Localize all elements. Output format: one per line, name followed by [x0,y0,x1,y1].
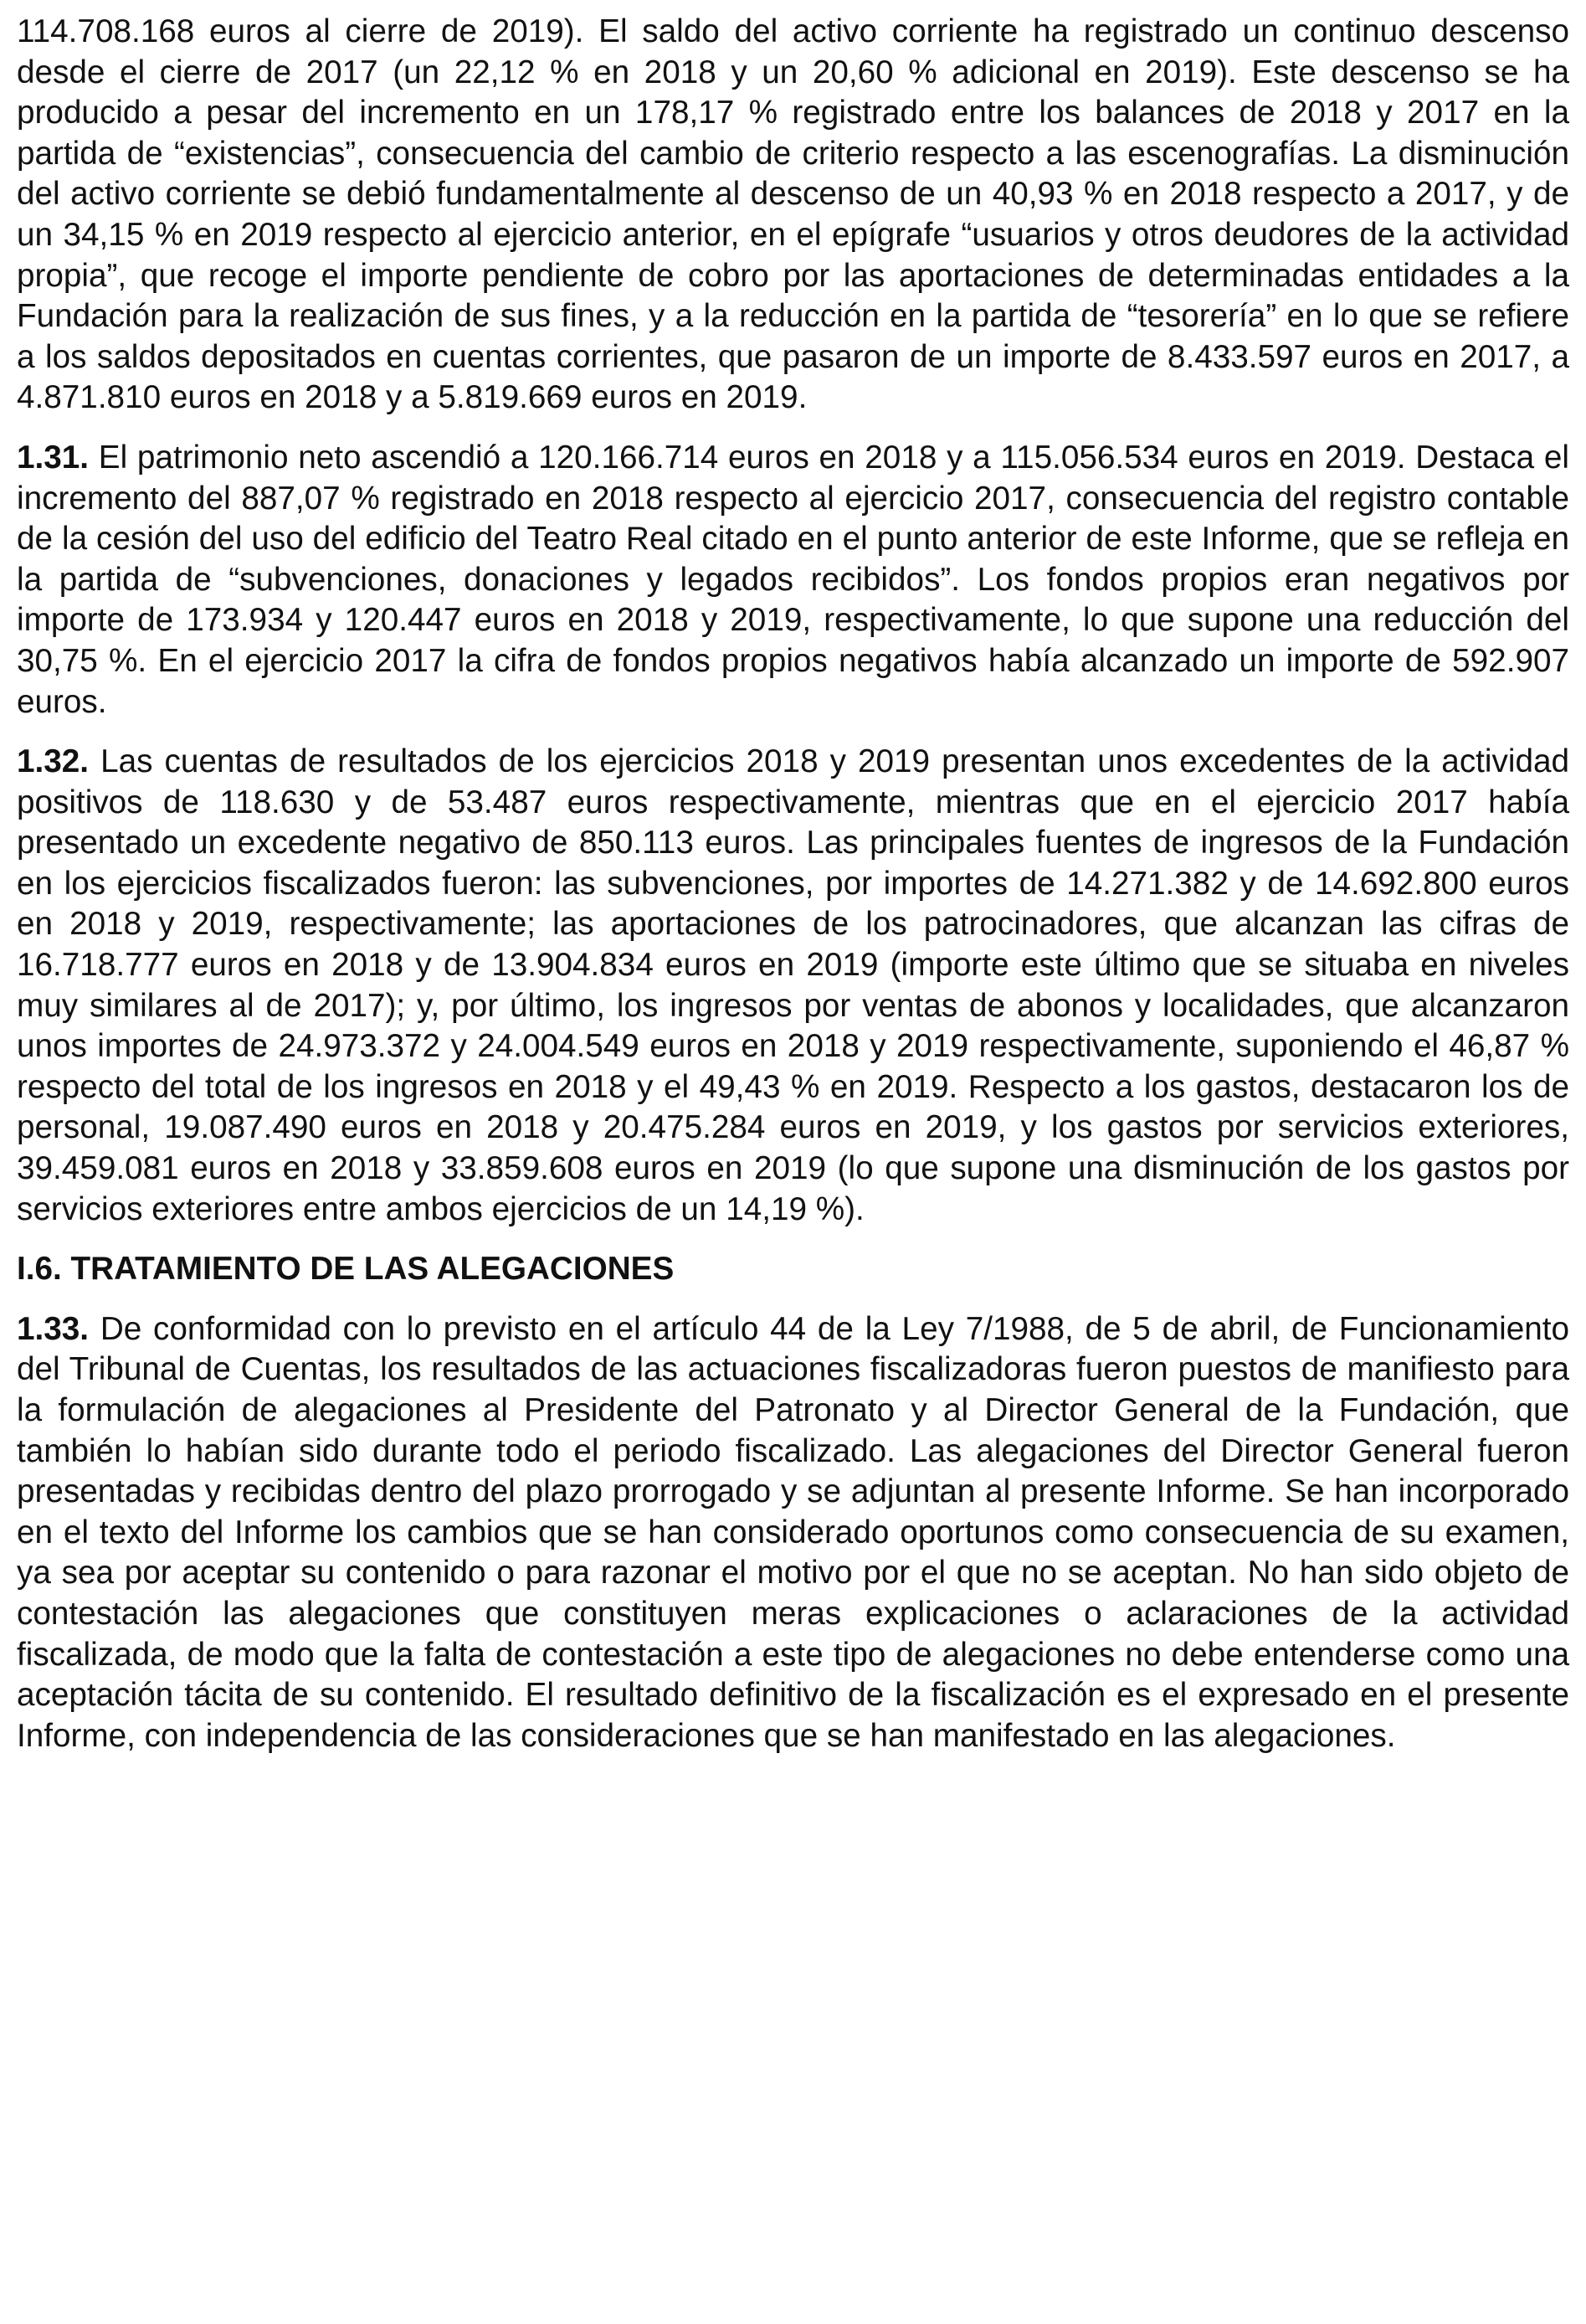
paragraph-1-33 [17,1309,1569,1757]
document-page [17,12,1569,1776]
paragraph-text: De conformidad con lo previsto en el artículo 44 de la Ley 7/1988, de 5 de abril, de Funcionamiento del Tribunal de Cuentas, los resultados de las actuaciones fiscalizadoras fueron puestos de manifiesto para la formulación de alegaciones al Presidente del Patronato y al Director General de la Fundación, que también lo habían sido durante todo el periodo fiscalizado. Las alegaciones del Director General fueron presentadas y recibidas dentro del plazo prorrogado y se adjuntan al presente Informe. Se han incorporado en el texto del Informe los cambios que se han considerado oportunos como consecuencia de su examen, ya sea por aceptar su contenido o para razonar el motivo por el que no se aceptan. No han sido objeto de contestación las alegaciones que constituyen meras explicaciones o aclaraciones de la actividad fiscalizada, de modo que la falta de contestación a este tipo de alegaciones no debe entenderse como una aceptación tácita de su contenido. El resultado definitivo de la fiscalización es el expresado en el presente Informe, con independencia de las consideraciones que se han manifestado en las alegaciones. [17,1310,1570,1754]
paragraph-text: 114.708.168 euros al cierre de 2019). El saldo del activo corriente ha registrado un continuo descenso desde el cierre de 2017 (un 22,12 % en 2018 y un 20,60 % adicional en 2019). Este descenso se ha producido a pesar del incremento en un 178,17 % registrado entre los balances de 2018 y 2017 en la partida de “existencias”, consecuencia del cambio de criterio respecto a las escenografías. La disminución del activo corriente se debió fundamentalmente al descenso de un 40,93 % en 2018 respecto a 2017, y de un 34,15 % en 2019 respecto al ejercicio anterior, en el epígrafe “usuarios y otros deudores de la actividad propia”, que recoge el importe pendiente de cobro por las aportaciones de determinadas entidades a la Fundación para la realización de sus fines, y a la reducción en la partida de “tesorería” en lo que se refiere a los saldos depositados en cuentas corrientes, que pasaron de un importe de 8.433.597 euros en 2017, a 4.871.810 euros en 2018 y a 5.819.669 euros en 2019. [17,13,1569,416]
paragraph-number: 1.33. [17,1310,90,1347]
paragraph-1-31 [17,438,1569,722]
paragraph-text: El patrimonio neto ascendió a 120.166.714 euros en 2018 y a 115.056.534 euros en 2019. Destaca el incremento del 887,07 % registrado en 2018 respecto al ejercicio 2017, consecuencia del registro contable de la cesión del uso del edificio del Teatro Real citado en el punto anterior de este Informe, que se refleja en la partida de “subvenciones, donaciones y legados recibidos”. Los fondos propios eran negativos por importe de 173.934 y 120.447 euros en 2018 y 2019, respectivamente, lo que supone una reducción del 30,75 %. En el ejercicio 2017 la cifra de fondos propios negativos había alcanzado un importe de 592.907 euros. [17,439,1570,720]
paragraph-number: 1.32. [17,743,90,780]
paragraph-text: Las cuentas de resultados de los ejercicios 2018 y 2019 presentan unos excedentes de la actividad positivos de 118.630 y de 53.487 euros respectivamente, mientras que en el ejercicio 2017 había presentado un excedente negativo de 850.113 euros. Las principales fuentes de ingresos de la Fundación en los ejercicios fiscalizados fueron: las subvenciones, por importes de 14.271.382 y de 14.692.800 euros en 2018 y 2019, respectivamente; las aportaciones de los patrocinadores, que alcanzan las cifras de 16.718.777 euros en 2018 y de 13.904.834 euros en 2019 (importe este último que se situaba en niveles muy similares al de 2017); y, por último, los ingresos por ventas de abonos y localidades, que alcanzaron unos importes de 24.973.372 y 24.004.549 euros en 2018 y 2019 respectivamente, suponiendo el 46,87 % respecto del total de los ingresos en 2018 y el 49,43 % en 2019. Respecto a los gastos, destacaron los de personal, 19.087.490 euros en 2018 y 20.475.284 euros en 2019, y los gastos por servicios exteriores, 39.459.081 euros en 2018 y 33.859.608 euros en 2019 (lo que supone una disminución de los gastos por servicios exteriores entre ambos ejercicios de un 14,19 %). [17,743,1569,1227]
paragraph-1-32 [17,742,1569,1230]
section-heading: I.6. TRATAMIENTO DE LAS ALEGACIONES [17,1251,675,1288]
paragraph-continuation [17,12,1569,419]
paragraph-number: 1.31. [17,439,90,476]
